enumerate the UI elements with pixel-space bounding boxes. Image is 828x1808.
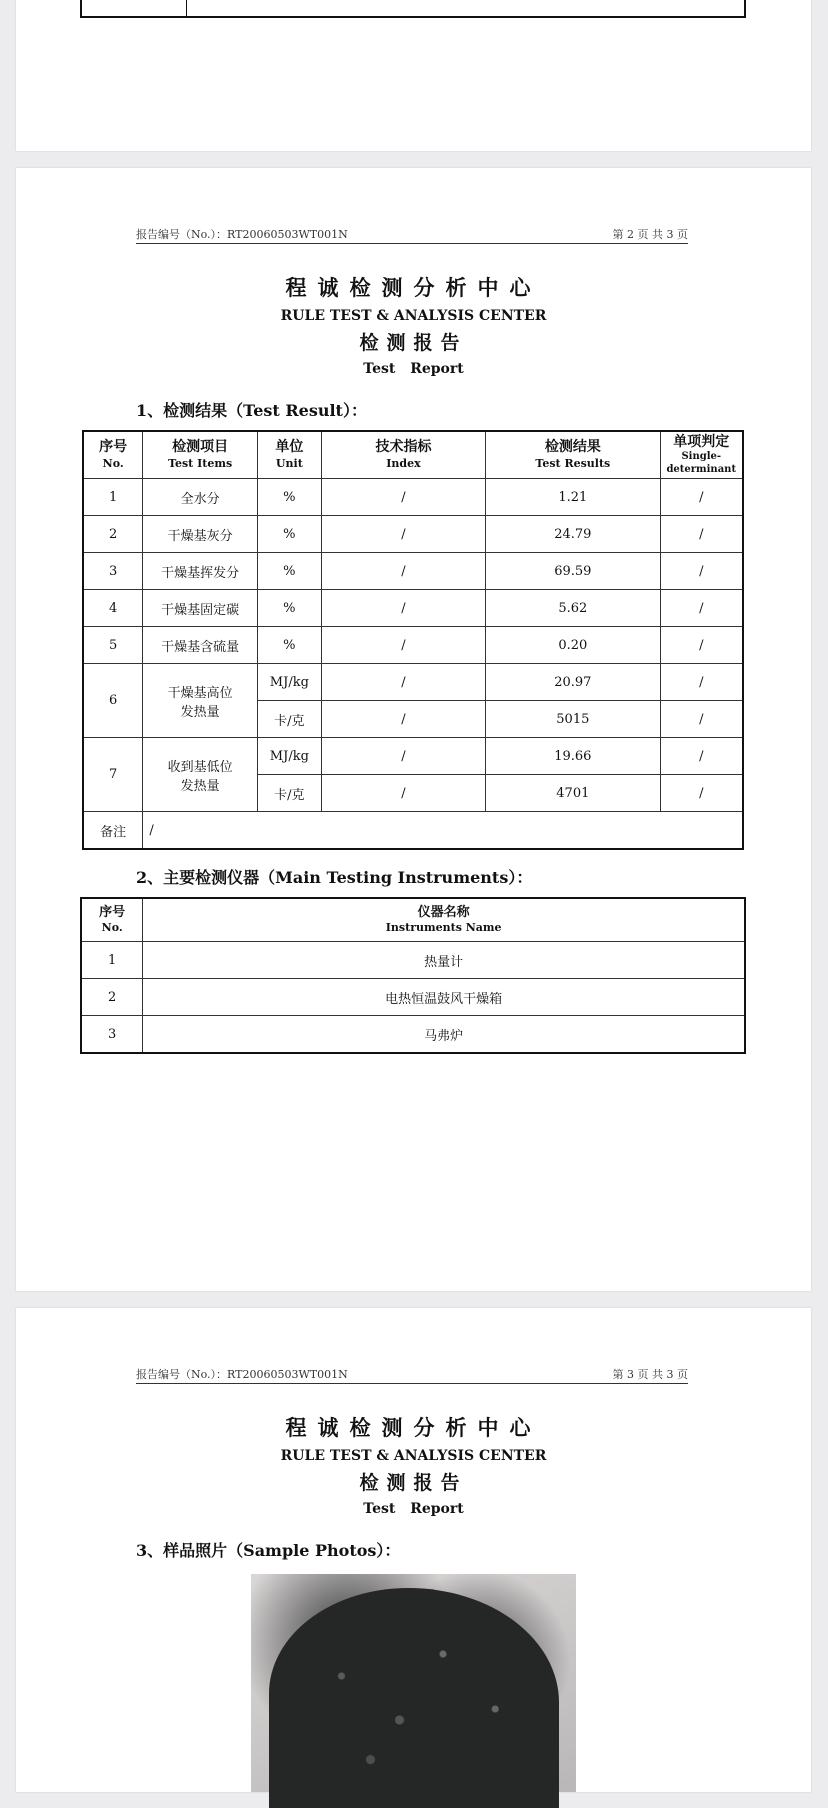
org-name-cn: 程诚检测分析中心 [285,275,542,300]
header-no: 序号 No. [83,431,143,479]
header-judgement: 单项判定 Single-determinant [660,431,743,479]
org-name-en: RULE TEST & ANALYSIS CENTER [280,308,547,324]
table-row: 2 干燥基灰分 % / 24.79 / [83,516,743,553]
table-row: 卡/克 / 5015 / [83,701,743,738]
report-page-2 [16,168,811,1291]
page-indicator: 第 3 页 共 3 页 [612,1368,688,1381]
title-block [16,1412,811,1517]
sample-photo [251,1574,576,1792]
report-title-cn: 检测报告 [359,332,468,354]
remark-value: / [143,812,743,850]
coal-sample-image [269,1588,559,1808]
table-row: 3 干燥基挥发分 % / 69.59 / [83,553,743,590]
table-row: 3 马弗炉 [81,1016,745,1054]
table-row: 6 干燥基高位 发热量 MJ/kg / 20.97 / [83,664,743,701]
page-indicator: 第 2 页 共 3 页 [612,228,688,241]
table-header-row [83,431,743,479]
report-page-1 [16,0,811,151]
table-row: 1 全水分 % / 1.21 / [83,479,743,516]
report-number: 报告编号（No.）：RT20060503WT001N [136,1368,348,1381]
table-divider [186,0,187,16]
remark-row [83,812,743,850]
header-unit: 单位 Unit [257,431,321,479]
title-block [16,272,811,377]
report-header [136,1366,688,1384]
table-row: 2 电热恒温鼓风干燥箱 [81,979,745,1016]
report-header [136,226,688,244]
org-name-en: RULE TEST & ANALYSIS CENTER [280,1448,547,1464]
section-title-results: 1、检测结果（Test Result）： [136,401,367,420]
table-row: 7 收到基低位 发热量 MJ/kg / 19.66 / [83,738,743,775]
report-title-en: Test Report [363,1501,464,1517]
report-number: 报告编号（No.）：RT20060503WT001N [136,228,348,241]
header-items: 检测项目 Test Items [143,431,258,479]
section-title-photos: 3、样品照片（Sample Photos）： [136,1541,401,1560]
remark-label: 备注 [83,812,143,850]
table-row: 卡/克 / 4701 / [83,775,743,812]
table-row: 1 热量计 [81,942,745,979]
header-instrument-name: 仪器名称 Instruments Name [143,898,745,942]
report-page-3 [16,1308,811,1792]
report-title-en: Test Report [363,361,464,377]
org-name-cn: 程诚检测分析中心 [285,1415,542,1440]
instruments-table [80,897,746,1054]
report-title-cn: 检测报告 [359,1472,468,1494]
results-table [82,430,744,850]
previous-table-bottom [80,0,746,18]
header-results: 检测结果 Test Results [486,431,660,479]
header-index: 技术指标 Index [321,431,485,479]
item-cell: 干燥基高位 发热量 [143,664,258,738]
section-title-instruments: 2、主要检测仪器（Main Testing Instruments）： [136,868,533,887]
table-header-row [81,898,745,942]
header-no: 序号 No. [81,898,143,942]
table-row: 4 干燥基固定碳 % / 5.62 / [83,590,743,627]
table-row: 5 干燥基含硫量 % / 0.20 / [83,627,743,664]
item-cell: 收到基低位 发热量 [143,738,258,812]
